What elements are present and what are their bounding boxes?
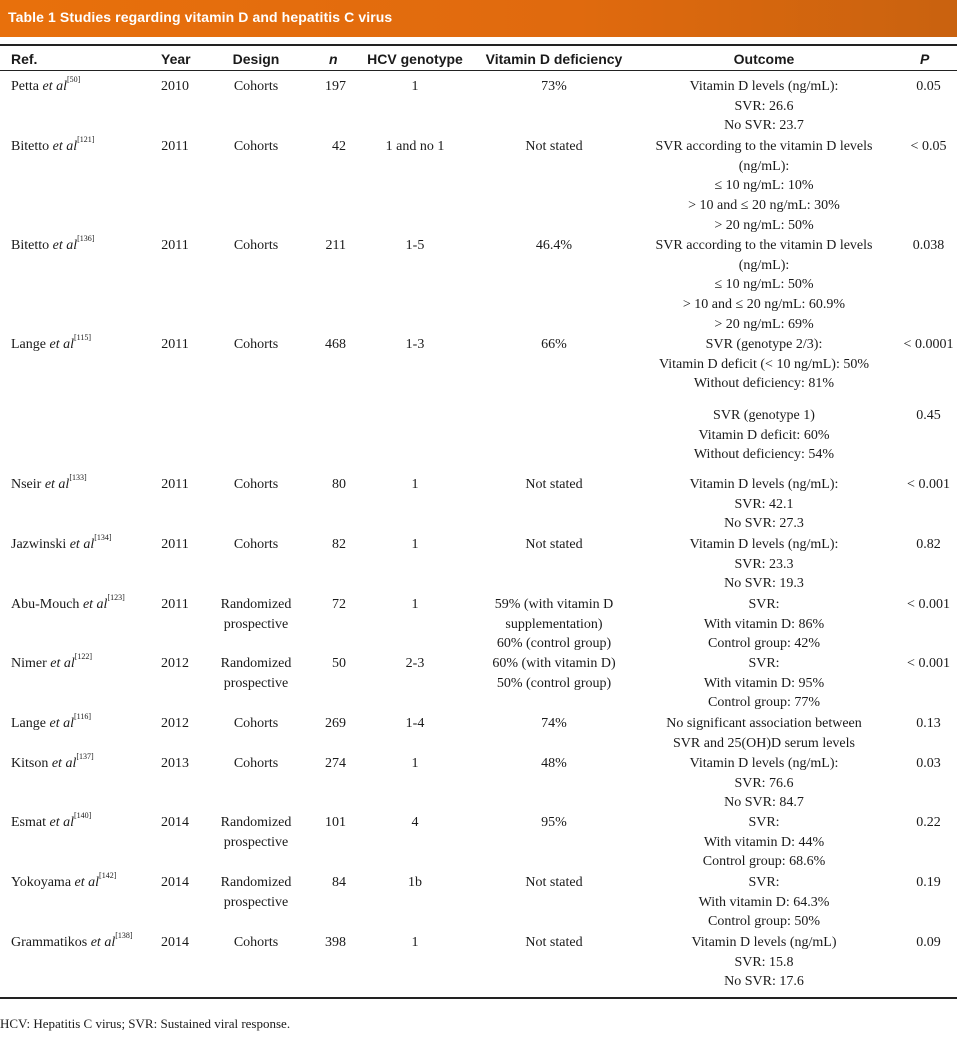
p-value-cell: 0.05: [916, 79, 941, 94]
p-value-cell: 0.03: [916, 756, 941, 771]
deficiency-line: Not stated: [525, 477, 583, 492]
design-cell: [206, 595, 306, 634]
design-cell: [206, 137, 306, 157]
outcome-line: No SVR: 23.7: [724, 118, 804, 134]
ref-author: Grammatikos: [11, 935, 91, 950]
outcome-cell: [644, 654, 884, 713]
design-line: prospective: [223, 834, 289, 850]
deficiency-line: 74%: [541, 716, 567, 731]
ref-cell: [11, 873, 156, 893]
design-cell: [206, 654, 306, 693]
outcome-cell: [644, 137, 884, 236]
genotype-cell: 1b: [408, 875, 422, 890]
p-value-cell: < 0.001: [907, 597, 950, 612]
ref-citation: [138]: [115, 931, 133, 940]
outcome-cell: [644, 77, 884, 136]
n-cell: 398: [325, 935, 346, 950]
n-cell: 468: [325, 337, 346, 352]
ref-et-al: et al: [50, 656, 75, 671]
deficiency-cell: [474, 535, 634, 555]
header-ref: Ref.: [11, 51, 38, 67]
outcome-line: SVR:: [748, 656, 780, 671]
outcome-line: SVR: 23.3: [734, 556, 794, 572]
genotype-cell: 1-4: [405, 716, 425, 731]
deficiency-cell: [474, 714, 634, 734]
outcome-line: SVR (genotype 1): [713, 408, 815, 423]
table-footnote: HCV: Hepatitis C virus; SVR: Sustained viral response.: [0, 1016, 291, 1031]
ref-et-al: et al: [49, 716, 74, 731]
design-cell: [206, 335, 306, 355]
outcome-line: > 20 ng/mL: 50%: [714, 217, 814, 233]
deficiency-cell: [474, 236, 634, 256]
deficiency-line: Not stated: [525, 537, 583, 552]
n-cell: 274: [325, 756, 346, 771]
ref-et-al: et al: [44, 477, 70, 492]
ref-cell: [11, 595, 156, 615]
outcome-line: SVR: 76.6: [734, 775, 794, 791]
table-header-rule: [0, 70, 957, 71]
n-cell: 80: [332, 477, 346, 492]
genotype-cell: 1: [411, 756, 419, 771]
table-top-rule: [0, 44, 957, 46]
deficiency-line: 66%: [541, 337, 567, 352]
ref-cell: [11, 714, 156, 734]
outcome-line: With vitamin D: 44%: [703, 834, 825, 850]
deficiency-line: 46.4%: [535, 238, 573, 253]
ref-author: Lange: [11, 716, 50, 731]
outcome-line: Vitamin D levels (ng/mL): [691, 935, 837, 950]
ref-author: Abu-Mouch: [11, 597, 83, 612]
genotype-cell: 1: [411, 597, 419, 612]
n-cell: 101: [325, 815, 346, 830]
header-design: Design: [232, 51, 280, 67]
header-vitamin-d-deficiency: Vitamin D deficiency: [485, 51, 623, 67]
outcome-line: ≤ 10 ng/mL: 50%: [714, 277, 814, 293]
deficiency-line: 50% (control group): [496, 675, 612, 691]
outcome-line: SVR:: [748, 875, 780, 890]
table-title-bar: [0, 0, 957, 37]
ref-citation: [116]: [73, 712, 92, 721]
design-line: prospective: [223, 616, 289, 632]
design-cell: [206, 813, 306, 852]
ref-author: Petta: [11, 79, 43, 94]
outcome-line: SVR: 42.1: [734, 496, 794, 512]
outcome-line: Vitamin D deficit (< 10 ng/mL): 50%: [658, 356, 869, 372]
deficiency-cell: [474, 77, 634, 97]
deficiency-cell: [474, 335, 634, 355]
ref-author: Bitetto: [11, 139, 53, 154]
ref-cell: [11, 77, 156, 97]
deficiency-line: Not stated: [525, 875, 583, 890]
ref-citation: [115]: [73, 333, 92, 342]
p-value-cell: < 0.001: [907, 656, 950, 671]
deficiency-cell: [474, 933, 634, 953]
ref-et-al: et al: [90, 935, 116, 950]
outcome-line: With vitamin D: 86%: [703, 616, 825, 632]
p-value-cell: 0.19: [916, 875, 941, 890]
year-cell: 2012: [161, 716, 189, 731]
p-value-cell: 0.038: [912, 238, 945, 253]
outcome-line: Control group: 50%: [708, 914, 820, 930]
deficiency-line: Not stated: [525, 139, 583, 154]
outcome-line: No SVR: 19.3: [724, 576, 804, 592]
ref-author: Nseir: [11, 477, 45, 492]
ref-citation: [121]: [77, 135, 95, 144]
deficiency-line: supplementation): [505, 616, 603, 632]
outcome-line: SVR:: [748, 597, 780, 612]
year-cell: 2010: [161, 79, 189, 94]
genotype-cell: 1: [411, 477, 419, 492]
design-line: Cohorts: [233, 537, 279, 552]
deficiency-line: 59% (with vitamin D: [494, 597, 614, 612]
n-cell: 50: [332, 656, 346, 671]
genotype-cell: 2-3: [405, 656, 425, 671]
ref-cell: [11, 236, 156, 256]
n-cell: 82: [332, 537, 346, 552]
design-line: Cohorts: [233, 935, 279, 950]
design-cell: [206, 535, 306, 555]
p-value-cell: 0.13: [916, 716, 941, 731]
table-bottom-rule: [0, 997, 957, 999]
ref-et-al: et al: [82, 597, 108, 612]
ref-citation: [137]: [76, 752, 94, 761]
outcome-line: No SVR: 27.3: [724, 516, 804, 532]
p-value-cell: 0.82: [916, 537, 941, 552]
deficiency-cell: [474, 654, 634, 693]
p-value-cell: < 0.05: [910, 139, 947, 154]
p-value-cell: < 0.0001: [903, 337, 954, 352]
outcome-cell: [644, 595, 884, 654]
outcome-cell: [644, 535, 884, 594]
design-line: Cohorts: [233, 756, 279, 771]
outcome-cell: [644, 933, 884, 992]
header-year: Year: [161, 51, 191, 67]
ref-citation: [134]: [94, 533, 112, 542]
header-hcv-genotype: HCV genotype: [367, 51, 463, 67]
ref-et-al: et al: [51, 756, 77, 771]
design-line: prospective: [223, 894, 289, 910]
year-cell: 2011: [161, 477, 189, 492]
year-cell: 2014: [161, 935, 189, 950]
outcome-line: (ng/mL):: [738, 158, 790, 174]
design-line: Randomized: [220, 597, 292, 612]
outcome-line: No significant association between: [666, 716, 862, 731]
design-line: Cohorts: [233, 477, 279, 492]
deficiency-line: 60% (with vitamin D): [492, 656, 616, 671]
ref-author: Jazwinski: [11, 537, 70, 552]
n-cell: 42: [332, 139, 346, 154]
deficiency-cell: [474, 754, 634, 774]
design-cell: [206, 754, 306, 774]
outcome-line: Vitamin D deficit: 60%: [698, 427, 830, 443]
outcome-line: Vitamin D levels (ng/mL):: [689, 79, 839, 94]
ref-author: Yokoyama: [11, 875, 75, 890]
year-cell: 2012: [161, 656, 189, 671]
outcome-line: With vitamin D: 95%: [703, 675, 825, 691]
design-line: Cohorts: [233, 238, 279, 253]
deficiency-cell: [474, 595, 634, 654]
outcome-line: SVR according to the vitamin D levels: [655, 139, 873, 154]
deficiency-cell: [474, 873, 634, 893]
ref-cell: [11, 654, 156, 674]
year-cell: 2014: [161, 875, 189, 890]
outcome-line: SVR:: [748, 815, 780, 830]
outcome-line: > 20 ng/mL: 69%: [714, 316, 814, 332]
outcome-line: SVR and 25(OH)D serum levels: [673, 735, 855, 751]
year-cell: 2013: [161, 756, 189, 771]
outcome-line: Control group: 42%: [708, 636, 820, 652]
outcome-line: > 10 and ≤ 20 ng/mL: 60.9%: [682, 297, 846, 313]
ref-et-al: et al: [42, 79, 67, 94]
deficiency-cell: [474, 475, 634, 495]
ref-citation: [140]: [74, 811, 92, 820]
n-cell: 197: [325, 79, 346, 94]
outcome-line: (ng/mL):: [738, 257, 790, 273]
deficiency-line: 73%: [541, 79, 567, 94]
outcome-cell: [644, 475, 884, 534]
outcome-line: Control group: 68.6%: [702, 854, 826, 870]
design-line: Cohorts: [233, 139, 279, 154]
year-cell: 2011: [161, 238, 189, 253]
design-cell: [206, 77, 306, 97]
genotype-cell: 1: [411, 79, 419, 94]
ref-citation: [122]: [74, 652, 93, 661]
deficiency-line: 95%: [541, 815, 567, 830]
table-title: Table 1 Studies regarding vitamin D and hepatitis C virus: [8, 9, 393, 25]
outcome-line: SVR (genotype 2/3):: [705, 337, 823, 352]
outcome-line: Vitamin D levels (ng/mL):: [689, 537, 839, 552]
p-value-cell: 0.09: [916, 935, 941, 950]
genotype-cell: 4: [411, 815, 419, 830]
ref-author: Lange: [11, 337, 50, 352]
ref-et-al: et al: [52, 139, 78, 154]
deficiency-cell: [474, 813, 634, 833]
n-cell: 84: [332, 875, 346, 890]
genotype-cell: 1: [411, 935, 419, 950]
design-line: Cohorts: [233, 79, 279, 94]
ref-et-al: et al: [52, 238, 78, 253]
p-value-cell: < 0.001: [907, 477, 950, 492]
ref-citation: [133]: [69, 473, 87, 482]
ref-cell: [11, 475, 156, 495]
ref-et-al: et al: [74, 875, 100, 890]
year-cell: 2011: [161, 597, 189, 612]
outcome-cell: [644, 813, 884, 872]
ref-cell: [11, 754, 156, 774]
design-cell: [206, 475, 306, 495]
p-value-cell: 0.22: [916, 815, 941, 830]
ref-cell: [11, 535, 156, 555]
outcome-line: SVR according to the vitamin D levels: [655, 238, 873, 253]
outcome-line: > 10 and ≤ 20 ng/mL: 30%: [688, 198, 840, 214]
ref-citation: [142]: [99, 871, 117, 880]
design-cell: [206, 933, 306, 953]
outcome-line: SVR: 15.8: [734, 954, 794, 970]
n-cell: 211: [325, 238, 346, 253]
design-line: Cohorts: [233, 337, 279, 352]
design-line: Randomized: [220, 875, 292, 890]
outcome-line: Without deficiency: 54%: [693, 447, 835, 463]
year-cell: 2011: [161, 337, 189, 352]
ref-et-al: et al: [49, 337, 74, 352]
design-line: prospective: [223, 675, 289, 691]
design-cell: [206, 714, 306, 734]
header-n: n: [329, 51, 338, 67]
header-outcome: Outcome: [733, 51, 795, 67]
ref-cell: [11, 335, 156, 355]
year-cell: 2011: [161, 139, 189, 154]
n-cell: 269: [325, 716, 346, 731]
outcome-line: With vitamin D: 64.3%: [698, 894, 830, 910]
outcome-line: ≤ 10 ng/mL: 10%: [714, 178, 814, 194]
ref-cell: [11, 137, 156, 157]
deficiency-line: 60% (control group): [496, 636, 612, 652]
ref-citation: [136]: [77, 234, 95, 243]
ref-cell: [11, 933, 156, 953]
genotype-cell: 1-5: [405, 238, 425, 253]
outcome-cell: [644, 406, 884, 465]
design-cell: [206, 236, 306, 256]
ref-author: Esmat: [11, 815, 50, 830]
ref-et-al: et al: [49, 815, 74, 830]
ref-author: Nimer: [11, 656, 51, 671]
ref-cell: [11, 813, 156, 833]
outcome-cell: [644, 335, 884, 394]
design-cell: [206, 873, 306, 912]
design-line: Randomized: [220, 656, 292, 671]
design-line: Cohorts: [233, 716, 279, 731]
outcome-cell: [644, 754, 884, 813]
header-p: P: [920, 51, 930, 67]
outcome-cell: [644, 714, 884, 753]
genotype-cell: 1 and no 1: [385, 139, 445, 154]
outcome-line: Control group: 77%: [708, 695, 820, 711]
year-cell: 2011: [161, 537, 189, 552]
genotype-cell: 1: [411, 537, 419, 552]
outcome-line: No SVR: 17.6: [724, 974, 804, 990]
n-cell: 72: [332, 597, 346, 612]
ref-citation: [50]: [67, 75, 81, 84]
outcome-cell: [644, 236, 884, 335]
outcome-cell: [644, 873, 884, 932]
ref-author: Bitetto: [11, 238, 53, 253]
ref-citation: [123]: [107, 593, 125, 602]
ref-author: Kitson: [11, 756, 52, 771]
deficiency-cell: [474, 137, 634, 157]
deficiency-line: Not stated: [525, 935, 583, 950]
outcome-line: Vitamin D levels (ng/mL):: [689, 477, 839, 492]
ref-et-al: et al: [69, 537, 95, 552]
design-line: Randomized: [220, 815, 292, 830]
deficiency-line: 48%: [541, 756, 567, 771]
genotype-cell: 1-3: [405, 337, 425, 352]
year-cell: 2014: [161, 815, 189, 830]
outcome-line: SVR: 26.6: [734, 98, 794, 114]
outcome-line: Without deficiency: 81%: [693, 376, 835, 392]
outcome-line: Vitamin D levels (ng/mL):: [689, 756, 839, 771]
outcome-line: No SVR: 84.7: [724, 795, 804, 811]
p-value-cell: 0.45: [916, 408, 941, 423]
